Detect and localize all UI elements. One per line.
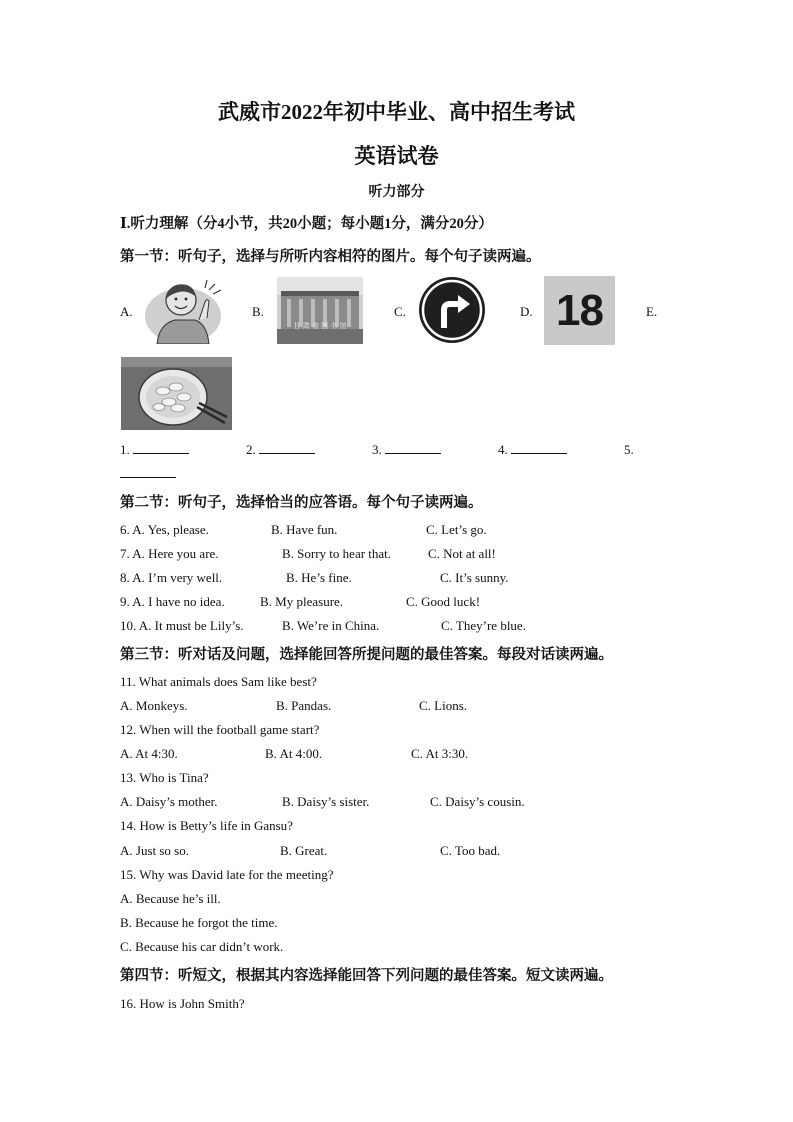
q15-option-b: B. Because he forgot the time. [120, 915, 278, 930]
q13-option-c: C. Daisy’s cousin. [430, 794, 525, 809]
pic-letter-d: D. [520, 304, 533, 319]
answer-4-label: 4. [498, 442, 508, 457]
q15-question: 15. Why was David late for the meeting? [120, 867, 334, 882]
sec1-heading: 第一节：听句子，选择与所听内容相符的图片。每个句子读两遍。 [120, 249, 541, 265]
exam-title: 武威市2022年初中毕业、高中招生考试 [218, 100, 575, 124]
q11-question: 11. What animals does Sam like best? [120, 674, 317, 689]
answer-2-blank[interactable] [259, 442, 315, 454]
q11-option-b: B. Pandas. [276, 698, 332, 713]
q12-option-a: A. At 4:30. [120, 746, 178, 761]
q15-option-a: A. Because he’s ill. [120, 891, 221, 906]
q10-option-a: 10. A. It must be Lily’s. [120, 618, 244, 633]
answer-2-label: 2. [246, 442, 256, 457]
answer-3-label: 3. [372, 442, 382, 457]
dumplings-plate-icon [121, 357, 232, 430]
section-heading: Ⅰ.听力理解（分4小节，共20小题；每小题1分，满分20分） [120, 216, 493, 232]
q6-option-c: C. Let’s go. [426, 522, 487, 537]
q12-option-b: B. At 4:00. [265, 746, 323, 761]
q9-option-b: B. My pleasure. [260, 594, 344, 609]
q7-option-b: B. Sorry to hear that. [282, 546, 392, 561]
q15-option-c: C. Because his car didn’t work. [120, 939, 284, 954]
pic-letter-a: A. [120, 304, 133, 319]
q14-question: 14. How is Betty’s life in Gansu? [120, 818, 293, 833]
q14-option-b: B. Great. [280, 843, 328, 858]
building-sign-text: 甘 肃 省 图 书 馆 [293, 322, 347, 330]
number-18-text: 18 [556, 285, 603, 335]
q16-question: 16. How is John Smith? [120, 996, 245, 1011]
part-title: 听力部分 [368, 185, 425, 200]
q13-option-b: B. Daisy’s sister. [282, 794, 370, 809]
q12-question: 12. When will the football game start? [120, 722, 320, 737]
answer-3 [372, 442, 441, 458]
answer-3-blank[interactable] [385, 442, 441, 454]
answer-5-blank[interactable] [120, 466, 176, 478]
turn-right-sign-icon [416, 276, 488, 344]
answer-1-label: 1. [120, 442, 130, 457]
number-18-icon [544, 276, 615, 345]
q8-option-b: B. He’s fine. [286, 570, 352, 585]
q9-option-a: 9. A. I have no idea. [120, 594, 225, 609]
q7-option-a: 7. A. Here you are. [120, 546, 219, 561]
q7-option-c: C. Not at all! [428, 546, 496, 561]
q13-option-a: A. Daisy’s mother. [120, 794, 218, 809]
sec3-heading: 第三节：听对话及问题，选择能回答所提问题的最佳答案。每段对话读两遍。 [120, 647, 613, 663]
q13-question: 13. Who is Tina? [120, 770, 209, 785]
answer-1 [120, 442, 189, 458]
q10-option-c: C. They’re blue. [441, 618, 526, 633]
building-photo-icon [277, 277, 363, 344]
answer-2 [246, 442, 315, 458]
answer-1-blank[interactable] [133, 442, 189, 454]
q14-option-a: A. Just so so. [120, 843, 189, 858]
q9-option-c: C. Good luck! [406, 594, 481, 609]
sec4-heading: 第四节：听短文，根据其内容选择能回答下列问题的最佳答案。短文读两遍。 [120, 968, 613, 984]
q14-option-c: C. Too bad. [440, 843, 501, 858]
pic-letter-b: B. [252, 304, 264, 319]
q6-option-b: B. Have fun. [271, 522, 338, 537]
q10-option-b: B. We’re in China. [282, 618, 380, 633]
person-waving-icon [143, 276, 228, 344]
answer-5-label: 5. [624, 442, 634, 457]
sec2-heading: 第二节：听句子，选择恰当的应答语。每个句子读两遍。 [120, 495, 483, 511]
pic-letter-e: E. [646, 304, 658, 319]
answer-4 [498, 442, 567, 458]
q8-option-c: C. It’s sunny. [440, 570, 509, 585]
q11-option-c: C. Lions. [419, 698, 468, 713]
q8-option-a: 8. A. I’m very well. [120, 570, 223, 585]
answer-4-blank[interactable] [511, 442, 567, 454]
subject-title: 英语试卷 [354, 144, 439, 168]
pic-letter-c: C. [394, 304, 406, 319]
q12-option-c: C. At 3:30. [411, 746, 469, 761]
answer-5 [120, 466, 176, 482]
q11-option-a: A. Monkeys. [120, 698, 188, 713]
q6-option-a: 6. A. Yes, please. [120, 522, 209, 537]
